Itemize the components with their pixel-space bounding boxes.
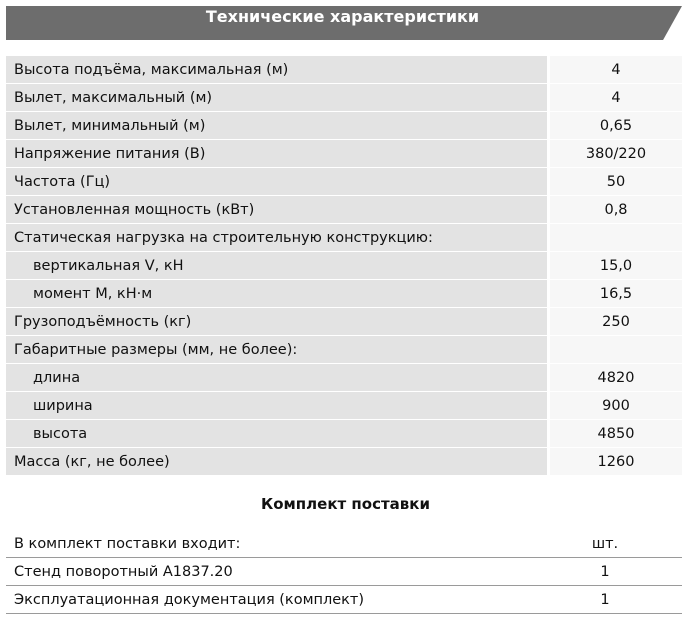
table-row: [6, 280, 682, 308]
param-value: 16,5: [549, 280, 683, 308]
table-row: [6, 586, 682, 614]
table-row: [6, 420, 682, 448]
param-value: 0,8: [549, 196, 683, 224]
table-row: [6, 84, 682, 112]
param-name: ширина: [6, 392, 549, 420]
table-row: [6, 530, 682, 558]
param-value: 15,0: [549, 252, 683, 280]
param-name: Напряжение питания (В): [6, 140, 549, 168]
param-value: 4850: [549, 420, 683, 448]
table-row: [6, 448, 682, 476]
param-name: вертикальная V, кН: [6, 252, 549, 280]
param-name: высота: [6, 420, 549, 448]
param-value: 1260: [549, 448, 683, 476]
kit-item-qty: 1: [528, 586, 682, 614]
param-name: длина: [6, 364, 549, 392]
param-value: 900: [549, 392, 683, 420]
table-row: [6, 168, 682, 196]
param-group-heading: Статическая нагрузка на строительную конструкцию:: [6, 224, 549, 252]
kit-item-name: Стенд поворотный А1837.20: [6, 558, 528, 586]
param-name: Частота (Гц): [6, 168, 549, 196]
table-row: [6, 140, 682, 168]
param-value: [549, 224, 683, 252]
kit-item-name: Эксплуатационная документация (комплект): [6, 586, 528, 614]
param-name: Высота подъёма, максимальная (м): [6, 56, 549, 84]
table-row: [6, 224, 682, 252]
table-row: [6, 364, 682, 392]
table-row: [6, 252, 682, 280]
table-row: [6, 558, 682, 586]
spec-title: Технические характеристики: [205, 7, 480, 26]
kit-item-qty: шт.: [528, 530, 682, 558]
table-row: [6, 56, 682, 84]
param-name: Грузоподъёмность (кг): [6, 308, 549, 336]
kit-table: [6, 530, 682, 614]
param-name: Вылет, минимальный (м): [6, 112, 549, 140]
spec-table: [6, 56, 682, 475]
param-value: 380/220: [549, 140, 683, 168]
kit-item-name: В комплект поставки входит:: [6, 530, 528, 558]
param-value: 50: [549, 168, 683, 196]
param-value: 4: [549, 56, 683, 84]
kit-title: Комплект поставки: [260, 495, 430, 513]
param-value: 250: [549, 308, 683, 336]
param-value: 4: [549, 84, 683, 112]
param-value: 0,65: [549, 112, 683, 140]
param-name: Вылет, максимальный (м): [6, 84, 549, 112]
table-row: [6, 308, 682, 336]
param-value: 4820: [549, 364, 683, 392]
param-name: Установленная мощность (кВт): [6, 196, 549, 224]
param-group-heading: Габаритные размеры (мм, не более):: [6, 336, 549, 364]
param-value: [549, 336, 683, 364]
kit-item-qty: 1: [528, 558, 682, 586]
table-row: [6, 392, 682, 420]
param-name: Масса (кг, не более): [6, 448, 549, 476]
param-name: момент М, кН·м: [6, 280, 549, 308]
table-row: [6, 196, 682, 224]
table-row: [6, 112, 682, 140]
table-row: [6, 336, 682, 364]
